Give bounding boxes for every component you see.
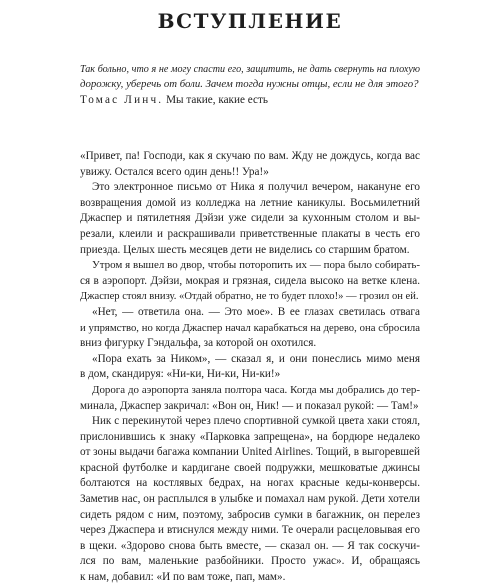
body-text (80, 149, 420, 586)
body-line: лся по вам, маленькие разбойники. Просто ужас». И, обращаясь (80, 555, 420, 568)
body-line: Ник с перекинутой через плечо спортивной сумкой цвета хаки стоял, (92, 415, 420, 428)
body-line: прислонившись к знаку «Парковка запрещена», на бордюре недалеко (80, 430, 420, 443)
body-line: приезда. Целых шесть месяцев дети не виделись со старшим братом. (80, 243, 410, 256)
body-line: увижу. Остался всего один день!! Ура!» (80, 165, 269, 178)
body-line: резали, клеили и раскрашивали приветственные плакаты в честь его (80, 227, 420, 240)
body-line: Дорога до аэропорта заняла полтора часа. Когда мы добрались до тер- (92, 383, 420, 396)
epigraph-author: Томас Линч. (80, 94, 164, 106)
body-line: Это электронное письмо от Ника я получил вечером, накануне его (92, 181, 420, 194)
epigraph-line: дорожку, уберечь от боли. Зачем тогда нужны отцы, если не для этого? (80, 78, 419, 90)
body-line: минала, Джаспер закричал: «Вон он, Ник! — и показал рукой: — Там!» (80, 399, 419, 412)
body-line: к нам, добавил: «И по вам тоже, пап, мам». (80, 571, 286, 584)
body-line: красной футболке и кардигане своей подружки, мешковатые джинсы (80, 461, 420, 474)
body-line: в щеки. «Здорово снова быть вместе, — сказал он. — Я так соскучи- (80, 539, 420, 552)
chapter-title: ВСТУПЛЕНИЕ (157, 9, 343, 33)
body-line: «Пора ехать за Ником», — сказал я, и они понеслись мимо меня (92, 352, 420, 365)
body-line: Джаспер и пятилетняя Дэйзи уже сидели за кухонным столом и вы- (80, 212, 420, 225)
body-line: возвращения домой из колледжа на летние каникулы. Восьмилетний (80, 196, 420, 209)
epigraph-quote (80, 63, 420, 91)
epigraph-attribution (80, 93, 420, 107)
body-line: вниз фигурку Гэндальфа, за которой он охотился. (80, 337, 317, 350)
body-line: «Нет, — ответила она. — Это мое». В ее глазах светилась отвага (92, 305, 420, 318)
body-line: Джаспер стоял внизу. «Отдай обратно, не то будет плохо!» — грозил он ей. (80, 291, 419, 303)
body-line: сидеть рядом с ним, поэтому, забросив сумки в багажник, он перелез (80, 508, 420, 521)
body-line: Утром я вышел во двор, чтобы поторопить их — пора было собирать- (92, 259, 420, 272)
body-line: от зоны выдачи багажа компании United Airlines. Тощий, в выгоревшей (80, 446, 420, 459)
body-line: ся в аэропорт. Дэйзи, мокрая и грязная, сидела высоко на ветке клена. (80, 274, 420, 287)
body-line: болтаются на костлявых бедрах, на ногах красные кеды-конверсы. (80, 477, 420, 490)
body-line: и упрямство, но когда Джаспер начал карабкаться на дерево, она сбросила (80, 321, 420, 334)
body-line: Заметив нас, он расплылся в улыбке и помахал нам рукой. Дети хотели (80, 493, 420, 506)
body-line: «Привет, па! Господи, как я скучаю по вам. Жду не дождусь, когда вас (80, 150, 420, 162)
epigraph-line: Так больно, что я не могу спасти его, защитить, не дать свернуть на плохую (80, 64, 420, 75)
body-line: в дом, скандируя: «Ни-ки, Ни-ки, Ни-ки!» (80, 368, 281, 381)
epigraph-source-title: Мы такие, какие есть (163, 94, 268, 106)
book-page (80, 0, 420, 584)
body-line: через Джаспера и втиснулся между ними. Те очерали расцеловывая его (80, 524, 420, 537)
